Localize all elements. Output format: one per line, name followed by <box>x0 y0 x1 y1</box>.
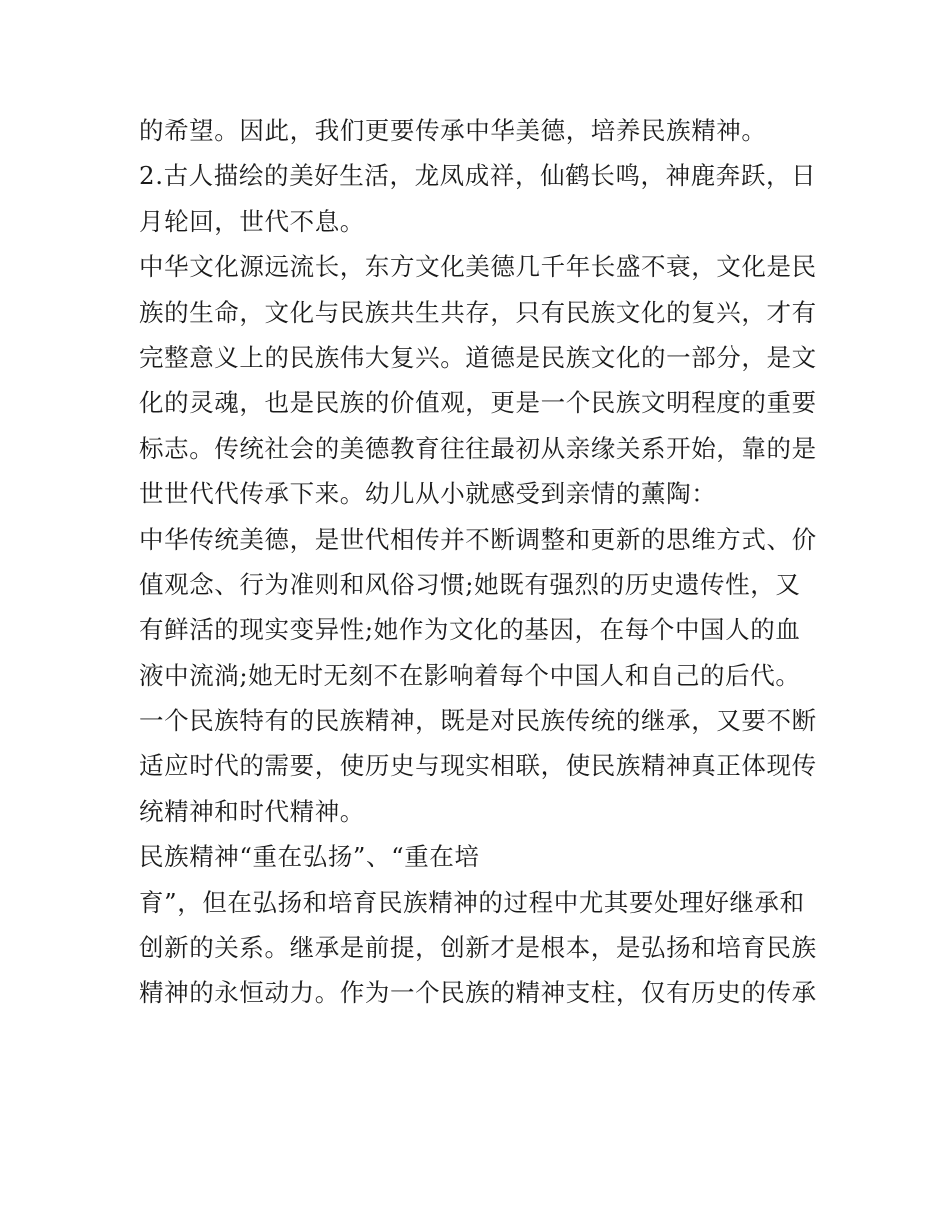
text-line: 化的灵魂，也是民族的价值观，更是一个民族文明程度的重要 <box>139 388 817 418</box>
text-line: 精神的永恒动力。作为一个民族的精神支柱，仅有历史的传承 <box>139 978 817 1008</box>
text-line: 有鲜活的现实变异性;她作为文化的基因，在每个中国人的血 <box>139 615 801 645</box>
text-line: 创新的关系。继承是前提，创新才是根本，是弘扬和培育民族 <box>139 933 817 963</box>
text-line: 中华文化源远流长，东方文化美德几千年长盛不衰，文化是民 <box>139 252 817 282</box>
text-line: 族的生命，文化与民族共生共存，只有民族文化的复兴，才有 <box>139 297 817 327</box>
text-line: 完整意义上的民族伟大复兴。道德是民族文化的一部分，是文 <box>139 342 817 372</box>
text-line: 一个民族特有的民族精神，既是对民族传统的继承，又要不断 <box>139 706 817 736</box>
text-line: 适应时代的需要，使历史与现实相联，使民族精神真正体现传 <box>139 751 817 781</box>
text-line: 标志。传统社会的美德教育往往最初从亲缘关系开始，靠的是 <box>139 433 817 463</box>
text-line: 中华传统美德，是世代相传并不断调整和更新的思维方式、价 <box>139 524 817 554</box>
text-line: 2.古人描绘的美好生活，龙凤成祥，仙鹤长鸣，神鹿奔跃，日 <box>139 161 817 191</box>
text-line: 统精神和时代精神。 <box>139 796 365 826</box>
text-line: 育”，但在弘扬和培育民族精神的过程中尤其要处理好继承和 <box>139 887 805 917</box>
text-line: 民族精神“重在弘扬”、“重在培 <box>139 842 480 872</box>
text-line: 世世代代传承下来。幼儿从小就感受到亲情的薰陶： <box>139 479 717 509</box>
text-line: 值观念、行为准则和风俗习惯;她既有强烈的历史遗传性，又 <box>139 569 801 599</box>
text-line: 液中流淌;她无时无刻不在影响着每个中国人和自己的后代。 <box>139 660 801 690</box>
body-text <box>139 108 815 1016</box>
text-line: 的希望。因此，我们更要传承中华美德，培养民族精神。 <box>139 116 767 145</box>
text-line: 月轮回，世代不息。 <box>139 206 365 236</box>
